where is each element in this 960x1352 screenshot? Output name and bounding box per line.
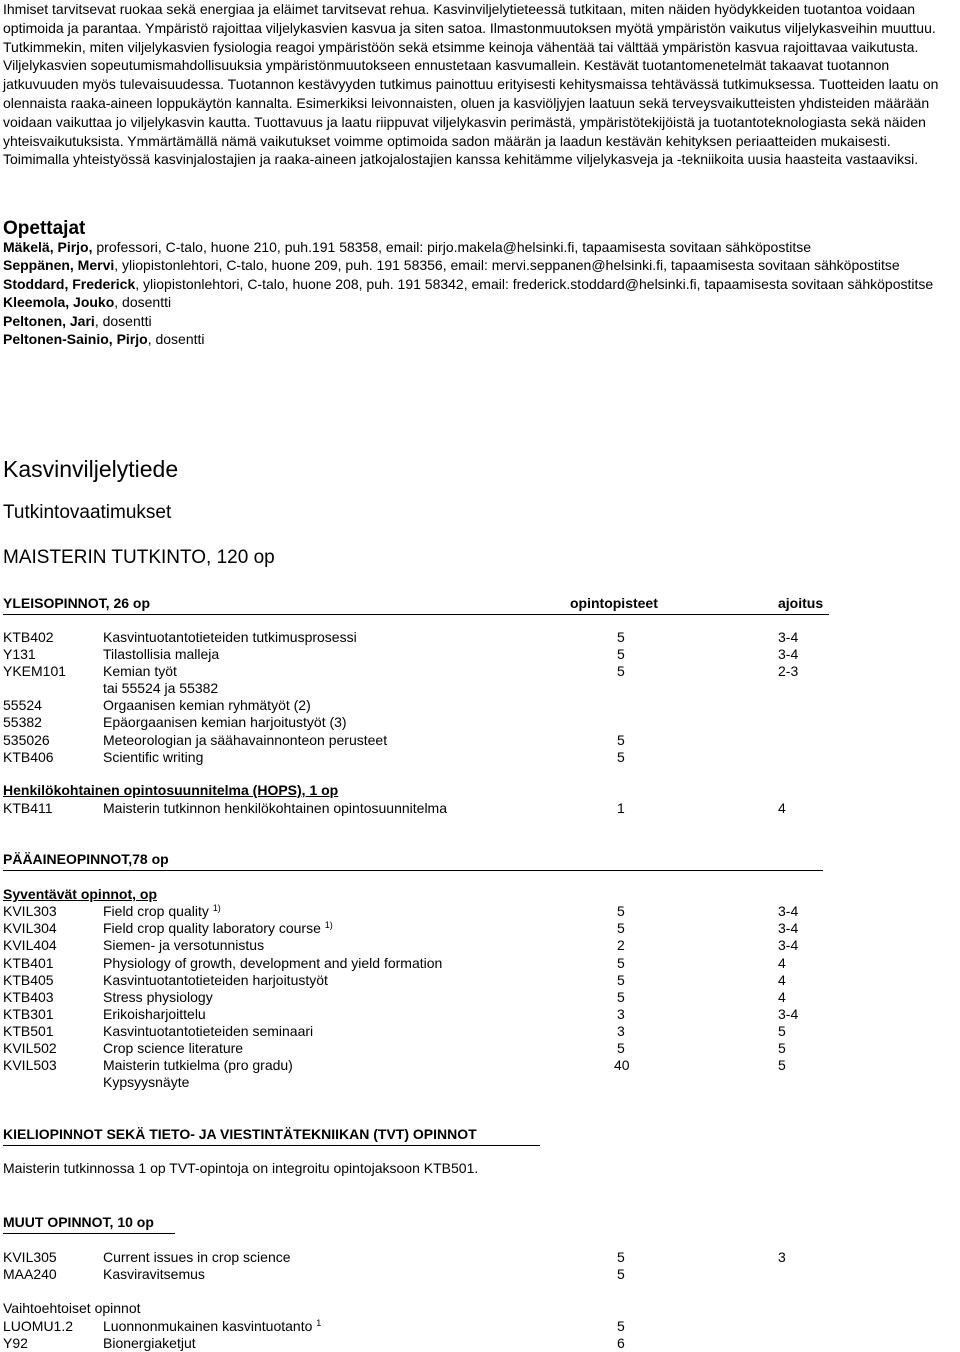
course-timing: 2-3 [778,663,799,679]
course-name: Physiology of growth, development and yield formation [103,955,443,971]
course-name: Kemian työt [103,663,177,679]
course-name-text: Field crop quality [103,903,209,919]
course-name: Current issues in crop science [103,1249,291,1265]
course-row [3,1040,903,1057]
course-name: Epäorgaanisen kemian harjoitustyöt (3) [103,714,347,730]
footnote-marker: 1) [324,920,333,930]
course-row [3,663,903,680]
course-credits: 5 [617,1040,625,1056]
teacher-name: Seppänen, Mervi [3,257,115,274]
course-credits: 5 [617,1318,625,1334]
course-timing: 3-4 [778,937,799,953]
course-name: Kasviravitsemus [103,1266,205,1282]
course-name: Kasvintuotantotieteiden tutkimusprosessi [103,629,357,645]
hops-title: Henkilökohtainen opintosuunnitelma (HOPS), 1 op [3,782,339,798]
course-name: Kasvintuotantotieteiden harjoitustyöt [103,972,328,988]
course-code: KVIL503 [3,1057,57,1073]
course-timing: 4 [778,955,786,971]
course-name: Stress physiology [103,989,213,1005]
course-name: Bionergiaketjut [103,1335,196,1351]
language-studies-divider [3,1145,540,1146]
course-timing: 3-4 [778,920,799,936]
course-credits: 3 [617,1006,625,1022]
course-code: KTB406 [3,749,54,765]
credits-column-header: opintopisteet [570,595,658,611]
course-code: 55382 [3,714,42,730]
teacher-info: , yliopistonlehtori, C-talo, huone 208, puh. 191 58342, email: frederick.stoddard@helsinki.fi, tapaamisesta sovitaan sähköpostitse [135,275,934,292]
course-credits: 5 [617,646,625,662]
course-code: LUOMU1.2 [3,1318,74,1334]
course-code: KVIL502 [3,1040,57,1056]
teacher-name: Mäkelä, Pirjo, [3,239,93,255]
course-row [3,1057,903,1074]
teacher-info: , yliopistonlehtori, C-talo, huone 209, puh. 191 58356, email: mervi.seppanen@helsinki.fi, tapaamisesta sovitaan sähköpostitse [114,257,900,274]
course-name: Siemen- ja versotunnistus [103,937,265,953]
course-row [3,1318,903,1335]
course-code: 55524 [3,697,42,713]
teacher-entry [3,312,955,330]
course-timing: 4 [778,800,786,816]
course-code: KTB401 [3,955,54,971]
course-name: Kypsyysnäyte [103,1074,190,1090]
course-row [3,800,903,817]
course-credits: 5 [617,1249,625,1265]
course-row [3,732,903,749]
course-name [103,1318,321,1335]
document-page [3,0,955,1351]
course-credits: 5 [617,1266,625,1282]
course-row [3,903,903,920]
course-name-text: Luonnonmukainen kasvintuotanto [103,1318,313,1334]
language-studies-text: Maisterin tutkinnossa 1 op TVT-opintoja on integroitu opintojaksoon KTB501. [3,1160,479,1176]
course-credits: 5 [617,749,625,765]
timing-column-header: ajoitus [778,595,824,611]
course-code: Y131 [3,646,36,662]
footnote-marker: 1) [212,903,221,913]
course-row [3,989,903,1006]
other-studies-title: MUUT OPINNOT, 10 op [3,1214,154,1230]
course-row [3,646,903,663]
course-row [3,1006,903,1023]
course-timing: 3-4 [778,629,799,645]
course-row [3,749,903,766]
teacher-name: Kleemola, Jouko [3,294,115,311]
course-code: KVIL304 [3,920,57,936]
course-credits: 5 [617,903,625,919]
course-row [3,1249,903,1266]
course-code: KTB403 [3,989,54,1005]
teacher-name: Peltonen-Sainio, Pirjo [3,331,148,348]
course-code: KVIL305 [3,1249,57,1265]
course-timing: 3-4 [778,646,799,662]
course-name: Orgaanisen kemian ryhmätyöt (2) [103,697,311,713]
course-row [3,1023,903,1040]
course-timing: 3-4 [778,1006,799,1022]
course-name [103,903,221,920]
general-studies-header [3,594,833,612]
course-timing: 5 [778,1057,786,1073]
teacher-entry [3,238,955,256]
course-code: KTB301 [3,1006,54,1022]
course-row [3,972,903,989]
course-credits: 5 [617,989,625,1005]
teacher-name: Stoddard, Frederick [3,275,136,292]
course-name: Erikoisharjoittelu [103,1006,206,1022]
course-code: MAA240 [3,1266,57,1282]
course-credits: 40 [614,1057,630,1073]
course-row [3,1074,903,1091]
course-credits: 5 [617,920,625,936]
course-row [3,920,903,937]
course-row [3,714,903,731]
footnote-marker: 1 [316,1318,322,1328]
optional-studies-title: Vaihtoehtoiset opinnot [3,1300,141,1316]
intro-paragraph: Ihmiset tarvitsevat ruokaa sekä energiaa ja eläimet tarvitsevat rehua. Kasvinviljelytieteessä tutkitaan, miten näiden hyödykkeiden tuotantoa voidaan optimoida ja parantaa. Ympäristö rajoittaa viljelykasvien kasvua ja siten satoa. Ilmastonmuutoksen myötä ympäristön vaikutus viljelykasveihin muuttuu. Tutkimmekin, miten viljelykasvien fysiologia reagoi ympäristöön sekä etsimme keinoja vähentää tai välttää ympäristön kasvua rajoittavaa vaikutusta. Viljelykasvien sopeutumismahdollisuuksia ympäristönmuutokseen ennustetaan kasvumallein. Kestävät tuotantomenetelmät takaavat tuotannon jatkuvuuden myös tulevaisuudessa. Tuotannon kestävyyden tutkimus painottuu erityisesti kehitysmaissa tehtävässä tutkimuksessa. Tuotteiden laatu on olennaista raaka-aineen loppukäytön kannalta. Esimerkiksi leivonnaisten, oluen ja kasviöljyjen laatuun sekä terveysvaikutteisten yhdisteiden määrään voidaan vaikuttaa jo viljelykasvin kautta. Tuottavuus ja laatu riippuvat viljelykasvin perimästä, ympäristötekijöistä ja tuotantoteknologiasta sekä näiden yhteisvaikutuksista. Ymmärtämällä nämä vaikutukset voimme optimoida sadon määrän ja laadun kestävän kehityksen periaatteiden mukaisesti. Toimimalla yhteistyössä kasvinjalostajien ja raaka-aineen jatkojalostajien kanssa kehitämme viljelykasveja ja -tekniikoita uusia haasteita vastaaviksi. [3,1,939,168]
course-credits: 6 [617,1335,625,1351]
course-row [3,1266,903,1283]
requirements-title: Tutkintovaatimukset [3,502,172,523]
course-timing: 5 [778,1023,786,1039]
course-row [3,697,903,714]
teachers-heading: Opettajat [3,218,86,239]
teacher-entry [3,256,955,274]
course-code: KTB402 [3,629,54,645]
course-timing: 4 [778,972,786,988]
course-name: Maisterin tutkielma (pro gradu) [103,1057,293,1073]
course-name [103,920,333,937]
course-code: KTB411 [3,800,53,816]
course-code: 535026 [3,732,50,748]
course-name: tai 55524 ja 55382 [103,680,219,696]
teacher-name: Peltonen, Jari [3,312,95,329]
course-name: Kasvintuotantotieteiden seminaari [103,1023,314,1039]
course-code: KTB405 [3,972,54,988]
course-code: KVIL303 [3,903,57,919]
teacher-entry [3,275,955,293]
subject-title: Kasvinviljelytiede [3,456,179,482]
other-studies-divider [3,1233,175,1234]
course-code: KTB501 [3,1023,54,1039]
major-studies-divider [3,870,823,871]
course-row [3,937,903,954]
course-row [3,629,903,646]
teacher-info: professori, C-talo, huone 210, puh.191 58358, email: pirjo.makela@helsinki.fi, tapaamisesta sovitaan sähköpostitse [92,239,811,255]
teacher-info: , dosentti [94,312,152,329]
teacher-entry [3,330,955,348]
general-studies-title: YLEISOPINNOT, 26 op [3,595,151,611]
teacher-info: , dosentti [147,331,205,348]
course-code: YKEM101 [3,663,67,679]
course-name-text: Field crop quality laboratory course [103,920,321,936]
major-studies-title: PÄÄAINEOPINNOT,78 op [3,851,169,867]
course-row [3,1335,903,1352]
course-credits: 5 [617,663,625,679]
course-credits: 5 [617,732,625,748]
course-credits: 3 [617,1023,625,1039]
course-row [3,955,903,972]
course-name: Scientific writing [103,749,204,765]
course-name: Crop science literature [103,1040,244,1056]
course-timing: 4 [778,989,786,1005]
course-code: KVIL404 [3,937,57,953]
course-credits: 1 [617,800,625,816]
course-credits: 5 [617,955,625,971]
course-timing: 3 [778,1249,786,1265]
teacher-info: , dosentti [114,294,172,311]
course-timing: 3-4 [778,903,799,919]
language-studies-title: KIELIOPINNOT SEKÄ TIETO- JA VIESTINTÄTEKNIIKAN (TVT) OPINNOT [3,1126,477,1142]
course-timing: 5 [778,1040,786,1056]
course-name: Tilastollisia malleja [103,646,220,662]
advanced-studies-subtitle: Syventävät opinnot, op [3,886,158,902]
course-credits: 5 [617,629,625,645]
course-credits: 5 [617,972,625,988]
teacher-entry [3,293,955,311]
degree-title: MAISTERIN TUTKINTO, 120 op [3,547,275,568]
teachers-list [3,238,955,348]
general-studies-divider [3,614,829,615]
course-name: Meteorologian ja säähavainnonteon perusteet [103,732,388,748]
course-row [3,680,903,697]
course-credits: 2 [617,937,625,953]
course-name: Maisterin tutkinnon henkilökohtainen opintosuunnitelma [103,800,447,816]
course-code: Y92 [3,1335,28,1351]
